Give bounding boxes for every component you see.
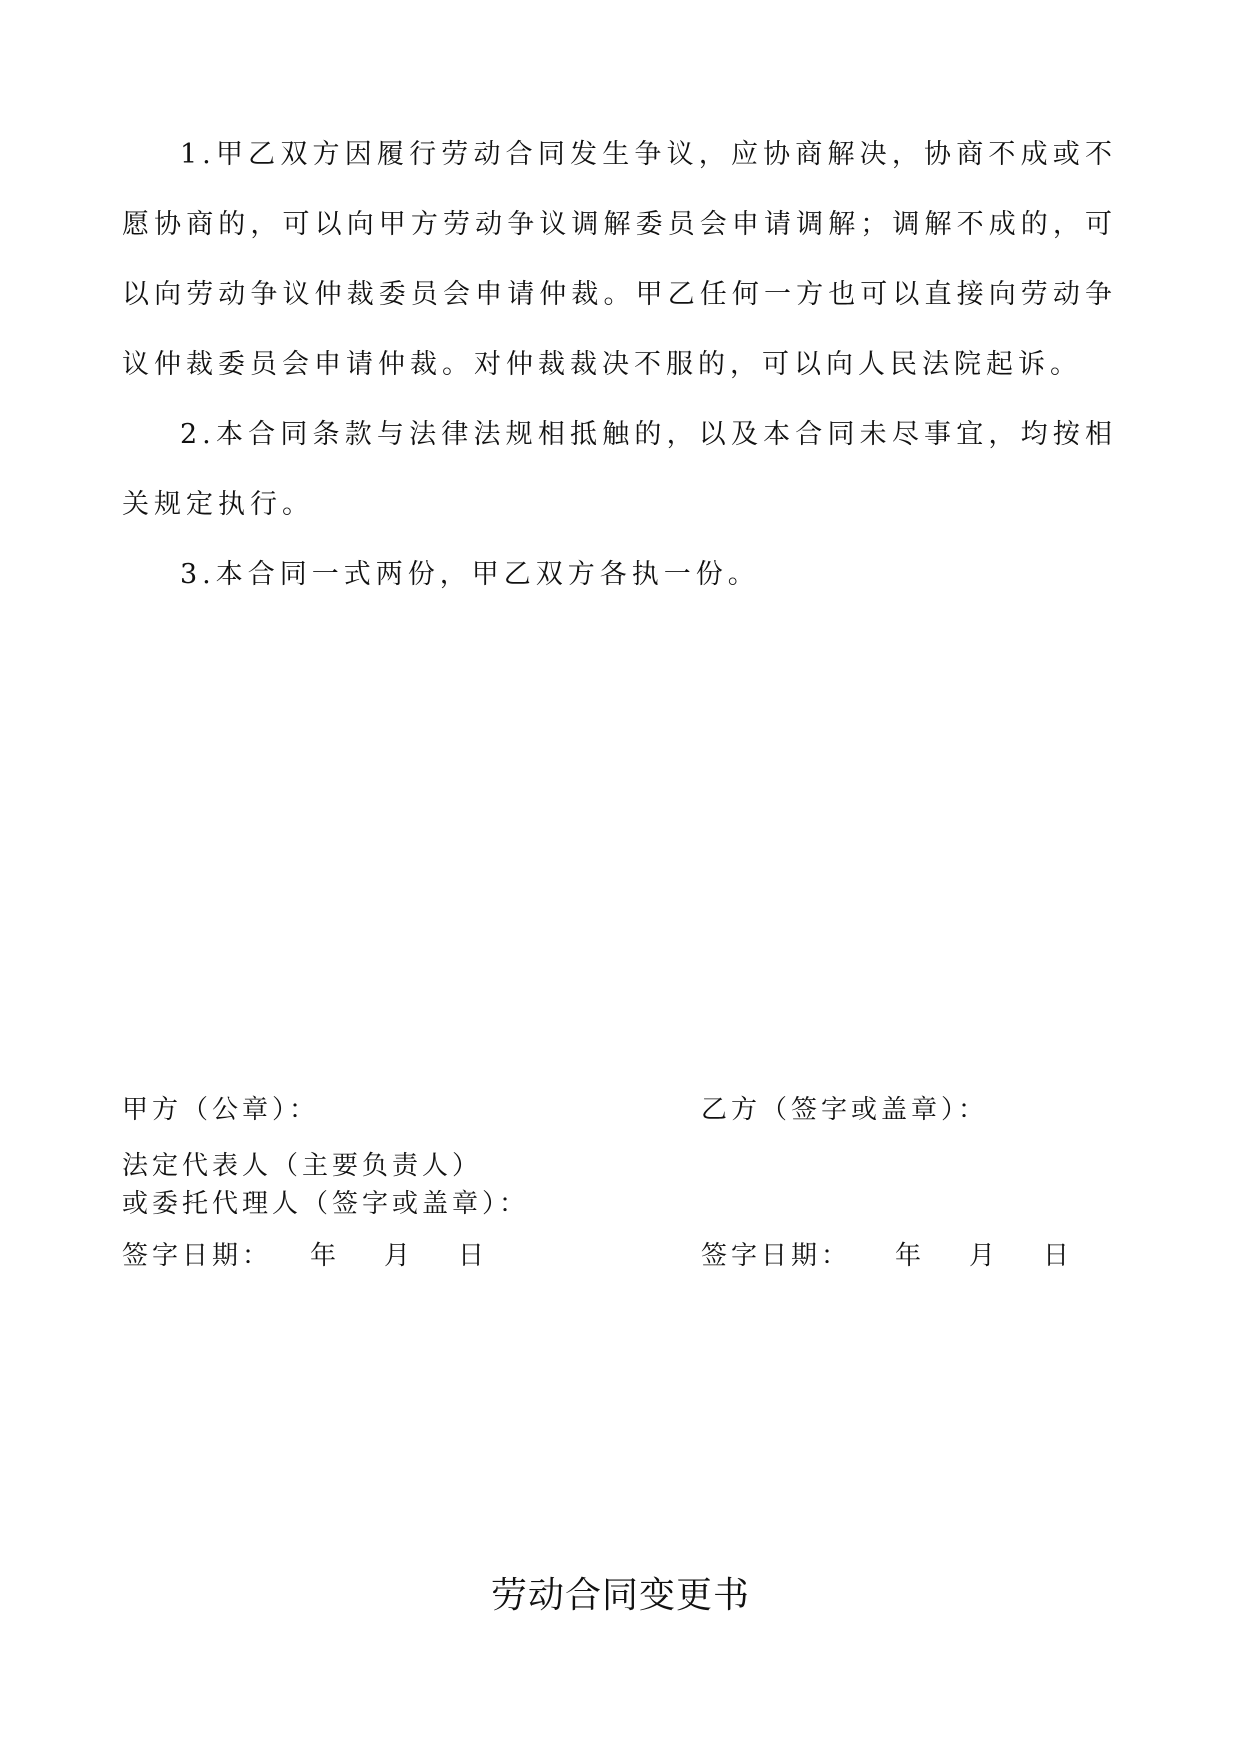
- clause-2: 2.本合同条款与法律法规相抵触的，以及本合同未尽事宜，均按相关规定执行。: [122, 419, 1117, 520]
- sign-date-label: 签字日期：: [122, 1241, 273, 1271]
- clause-3: 3.本合同一式两份，甲乙双方各执一份。: [180, 559, 760, 590]
- day-label: 日: [1043, 1241, 1074, 1271]
- sign-date-label: 签字日期：: [701, 1241, 852, 1271]
- dispute-clauses: [122, 120, 1117, 610]
- party-b-sign-label: 乙方（签字或盖章）：: [701, 1095, 989, 1125]
- day-label: 日: [458, 1241, 489, 1271]
- month-label: 月: [969, 1241, 1000, 1271]
- party-a-sign-date: [122, 1238, 602, 1274]
- authorized-agent-label: 或委托代理人（签字或盖章）：: [122, 1189, 530, 1219]
- section-title: 劳动合同变更书: [490, 1575, 750, 1616]
- month-label: 月: [384, 1241, 415, 1271]
- party-a-seal-label: 甲方（公章）：: [122, 1095, 320, 1125]
- year-label: 年: [310, 1241, 341, 1271]
- clause-1: 1.甲乙双方因履行劳动合同发生争议，应协商解决，协商不成或不愿协商的，可以向甲方劳动争议调解委员会申请调解；调解不成的，可以向劳动争议仲裁委员会申请仲裁。甲乙任何一方也可以直接向劳动争议仲裁委员会申请仲裁。对仲裁裁决不服的，可以向人民法院起诉。: [122, 139, 1117, 380]
- year-label: 年: [895, 1241, 926, 1271]
- party-b-sign-date: [701, 1238, 1181, 1274]
- legal-representative-label: 法定代表人（主要负责人）: [122, 1151, 483, 1181]
